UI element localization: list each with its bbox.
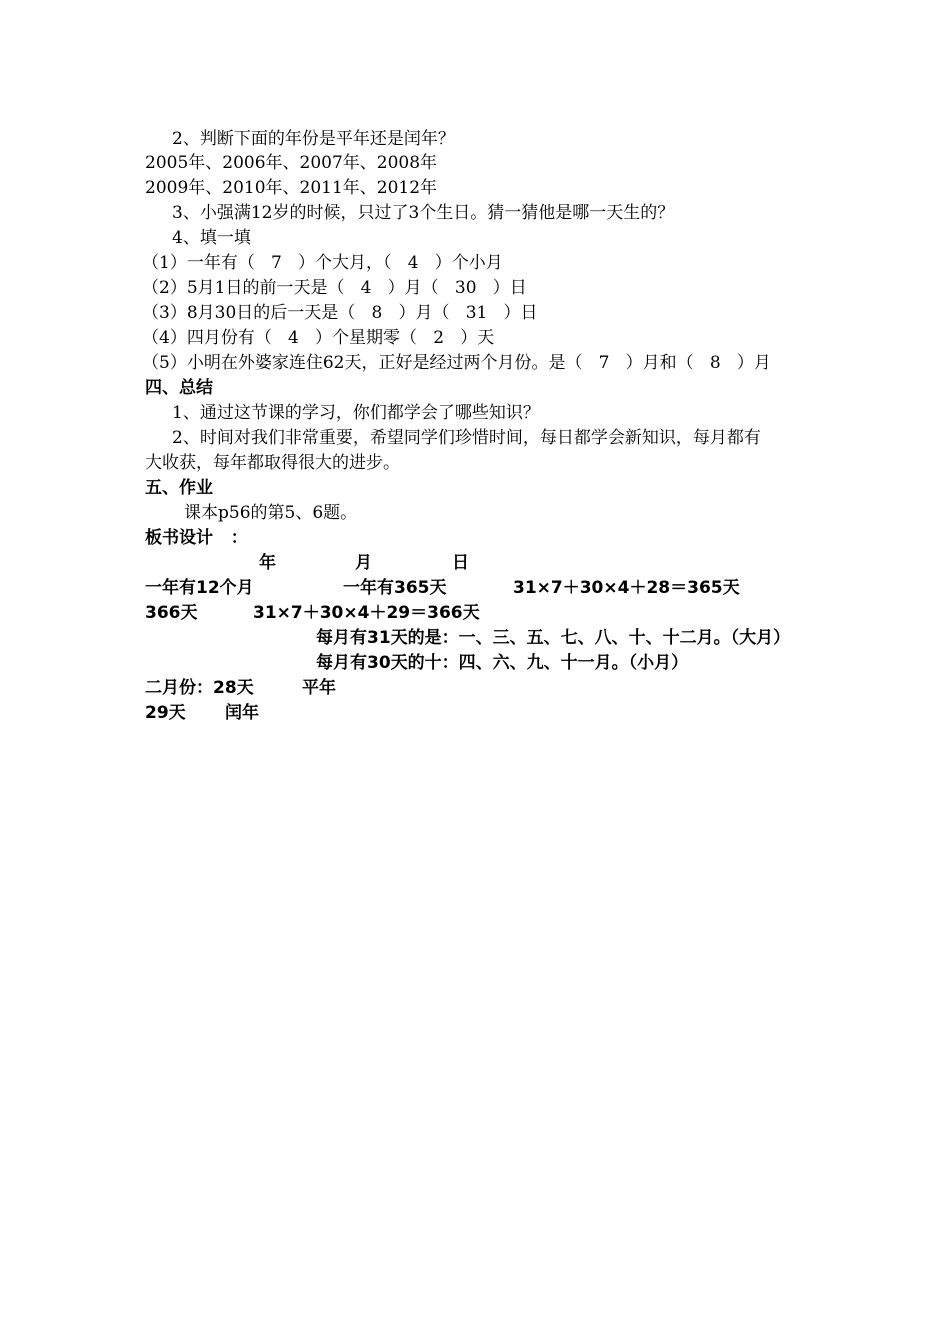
board-label-year: 年 — [259, 553, 276, 573]
board-design-heading: 板书设计 ： — [145, 528, 248, 548]
section-4-item-1: 1、通过这节课的学习，你们都学会了哪些知识？ — [172, 403, 540, 423]
board-small-months: 每月有30天的十：四、六、九、十一月。（小月） — [316, 653, 689, 673]
question-2-years-first: 2005年、2006年、2007年、2008年 — [145, 153, 438, 173]
question-4-item-1: （1）一年有（ 7 ）个大月，（ 4 ）个小月 — [142, 253, 503, 273]
board-days-per-year: 一年有365天 — [343, 578, 447, 598]
board-label-day: 日 — [452, 553, 469, 573]
board-months-per-year: 一年有12个月 — [145, 578, 254, 598]
question-4-item-3: （3）8月30日的后一天是（ 8 ）月（ 31 ）日 — [142, 303, 538, 323]
board-366-days: 366天 — [145, 603, 198, 623]
board-february-29: 29天 — [145, 703, 186, 723]
section-5-homework: 课本p56的第5、6题。 — [184, 503, 358, 523]
question-2-title: 2、判断下面的年份是平年还是闰年？ — [172, 129, 455, 149]
board-formula-365: 31×7＋30×4＋28＝365天 — [513, 578, 740, 598]
board-formula-366: 31×7＋30×4＋29＝366天 — [253, 603, 480, 623]
section-4-heading: 四、总结 — [145, 378, 213, 398]
board-common-year: 平年 — [302, 678, 336, 698]
section-5-heading: 五、作业 — [145, 478, 213, 498]
question-2-years-second: 2009年、2010年、2011年、2012年 — [145, 178, 438, 198]
board-big-months: 每月有31天的是：一、三、五、七、八、十、十二月。（大月） — [316, 628, 791, 648]
board-leap-year: 闰年 — [225, 703, 259, 723]
question-3: 3、小强满12岁的时候，只过了3个生日。猜一猜他是哪一天生的？ — [172, 203, 675, 223]
question-4-title: 4、填一填 — [172, 228, 251, 248]
section-4-item-2-line-2: 大收获，每年都取得很大的进步。 — [145, 453, 400, 473]
section-4-item-2-line-1: 2、时间对我们非常重要，希望同学们珍惜时间，每日都学会新知识，每月都有 — [172, 428, 761, 448]
question-4-item-4: （4）四月份有（ 4 ）个星期零（ 2 ）天 — [142, 328, 495, 348]
question-4-item-2: （2）5月1日的前一天是（ 4 ）月（ 30 ）日 — [142, 278, 527, 298]
question-4-item-5: （5）小明在外婆家连住62天，正好是经过两个月份。是（ 7 ）月和（ 8 ）月 — [142, 353, 771, 373]
board-label-month: 月 — [355, 553, 372, 573]
board-february-28: 二月份：28天 — [145, 678, 254, 698]
